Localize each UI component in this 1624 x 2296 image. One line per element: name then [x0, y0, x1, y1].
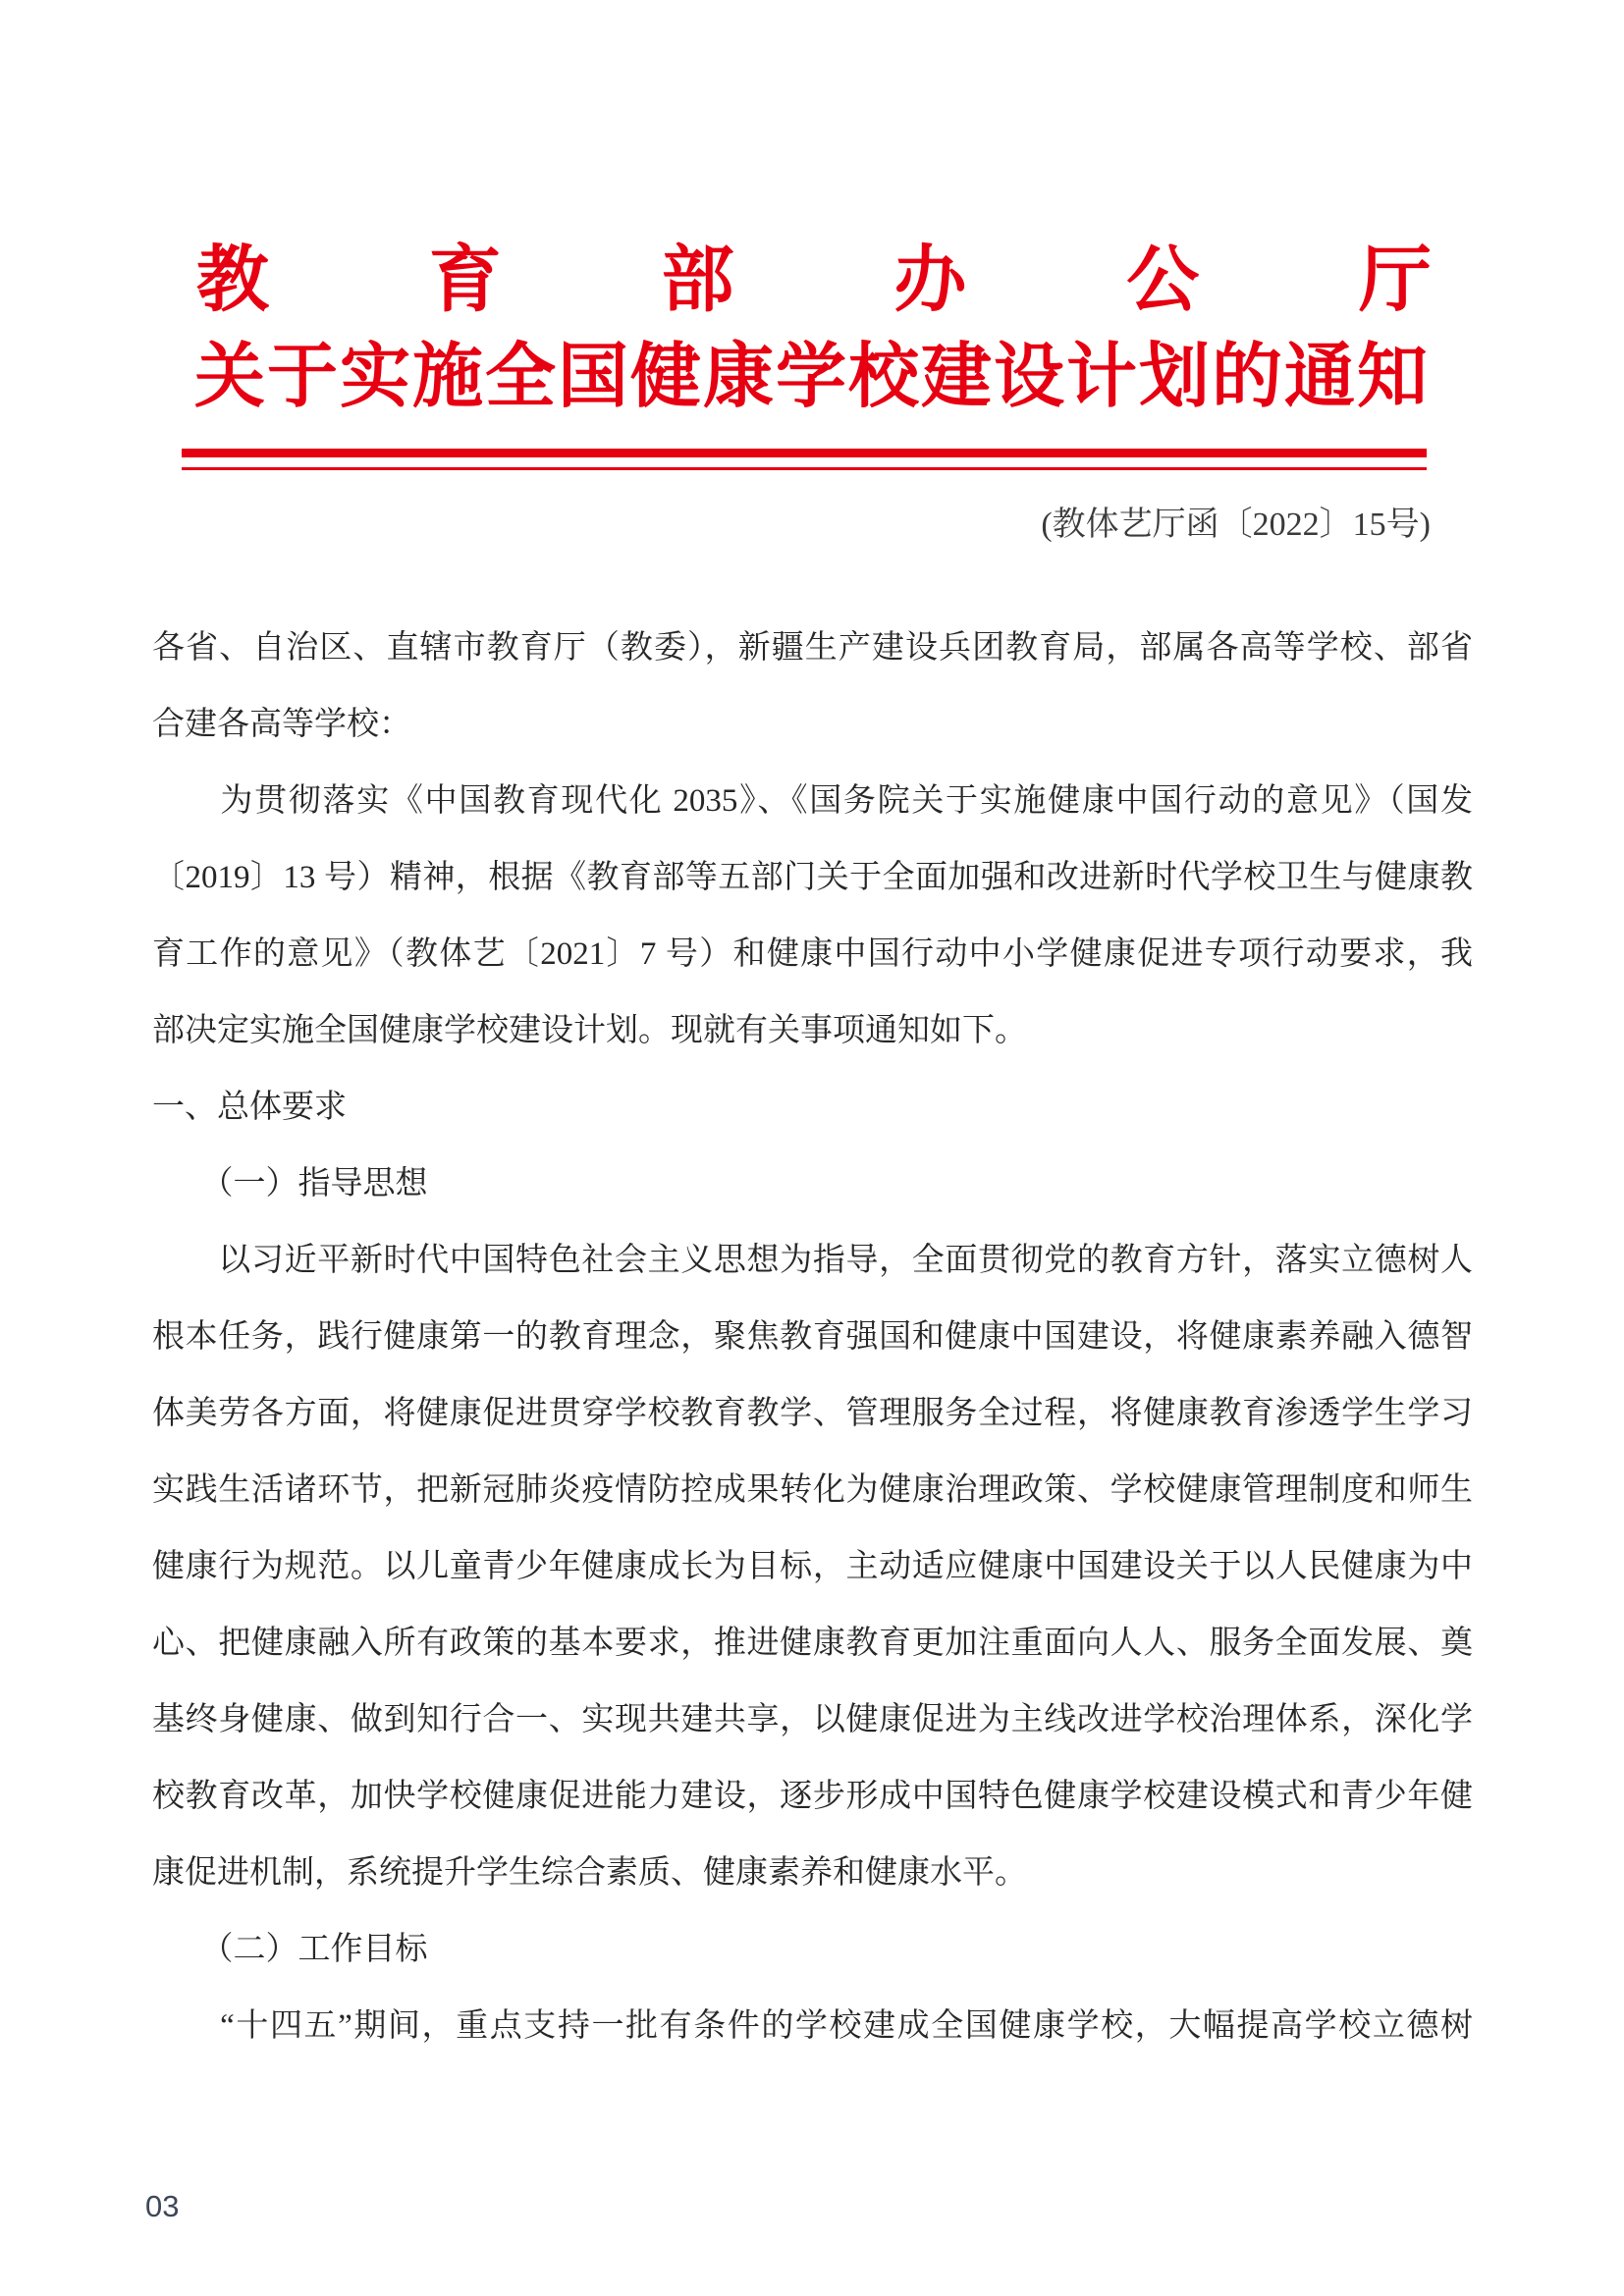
body-line: 育工作的意见》（教体艺〔2021〕7 号）和健康中国行动中小学健康促进专项行动要求，我 — [152, 936, 1473, 972]
title-divider-thick — [182, 449, 1427, 457]
body-line: 根本任务，践行健康第一的教育理念，聚焦教育强国和健康中国建设，将健康素养融入德智 — [152, 1319, 1473, 1355]
body-line: “十四五”期间，重点支持一批有条件的学校建成全国健康学校，大幅提高学校立德树 — [152, 2008, 1473, 2044]
doc-number: (教体艺厅函〔2022〕15号) — [1041, 507, 1431, 543]
body-line: 为贯彻落实《中国教育现代化 2035》、《国务院关于实施健康中国行动的意见》（国发 — [152, 783, 1473, 819]
body-line: 以习近平新时代中国特色社会主义思想为指导，全面贯彻党的教育方针，落实立德树人 — [152, 1243, 1473, 1278]
page-number: 03 — [145, 2189, 180, 2223]
body-text — [152, 610, 1473, 2064]
body-line: （二）工作目标 — [152, 1932, 428, 1967]
body-line: 康促进机制，系统提升学生综合素质、健康素养和健康水平。 — [152, 1855, 1027, 1891]
body-line: 基终身健康、做到知行合一、实现共建共享，以健康促进为主线改进学校治理体系，深化学 — [152, 1702, 1473, 1737]
title-divider-thin — [182, 467, 1427, 470]
body-line: 〔2019〕13 号）精神，根据《教育部等五部门关于全面加强和改进新时代学校卫生与健康教 — [152, 860, 1473, 895]
body-line: 心、把健康融入所有政策的基本要求，推进健康教育更加注重面向人人、服务全面发展、奠 — [152, 1626, 1473, 1661]
body-line: 体美劳各方面，将健康促进贯穿学校教育教学、管理服务全过程，将健康教育渗透学生学习 — [152, 1396, 1473, 1431]
body-line: 健康行为规范。以儿童青少年健康成长为目标，主动适应健康中国建设关于以人民健康为中 — [152, 1549, 1473, 1584]
body-line: （一）指导思想 — [152, 1166, 428, 1201]
body-line: 合建各高等学校： — [152, 707, 411, 742]
body-line: 部决定实施全国健康学校建设计划。现就有关事项通知如下。 — [152, 1013, 1027, 1048]
body-line: 一、总体要求 — [152, 1090, 347, 1125]
body-line: 各省、自治区、直辖市教育厅（教委），新疆生产建设兵团教育局，部属各高等学校、部省 — [152, 630, 1473, 666]
subject-title: 关于实施全国健康学校建设计划的通知 — [193, 338, 1430, 416]
org-title: 教育部办公厅 — [196, 240, 1432, 321]
body-line: 校教育改革，加快学校健康促进能力建设，逐步形成中国特色健康学校建设模式和青少年健 — [152, 1779, 1473, 1814]
body-line: 实践生活诸环节，把新冠肺炎疫情防控成果转化为健康治理政策、学校健康管理制度和师生 — [152, 1472, 1473, 1508]
